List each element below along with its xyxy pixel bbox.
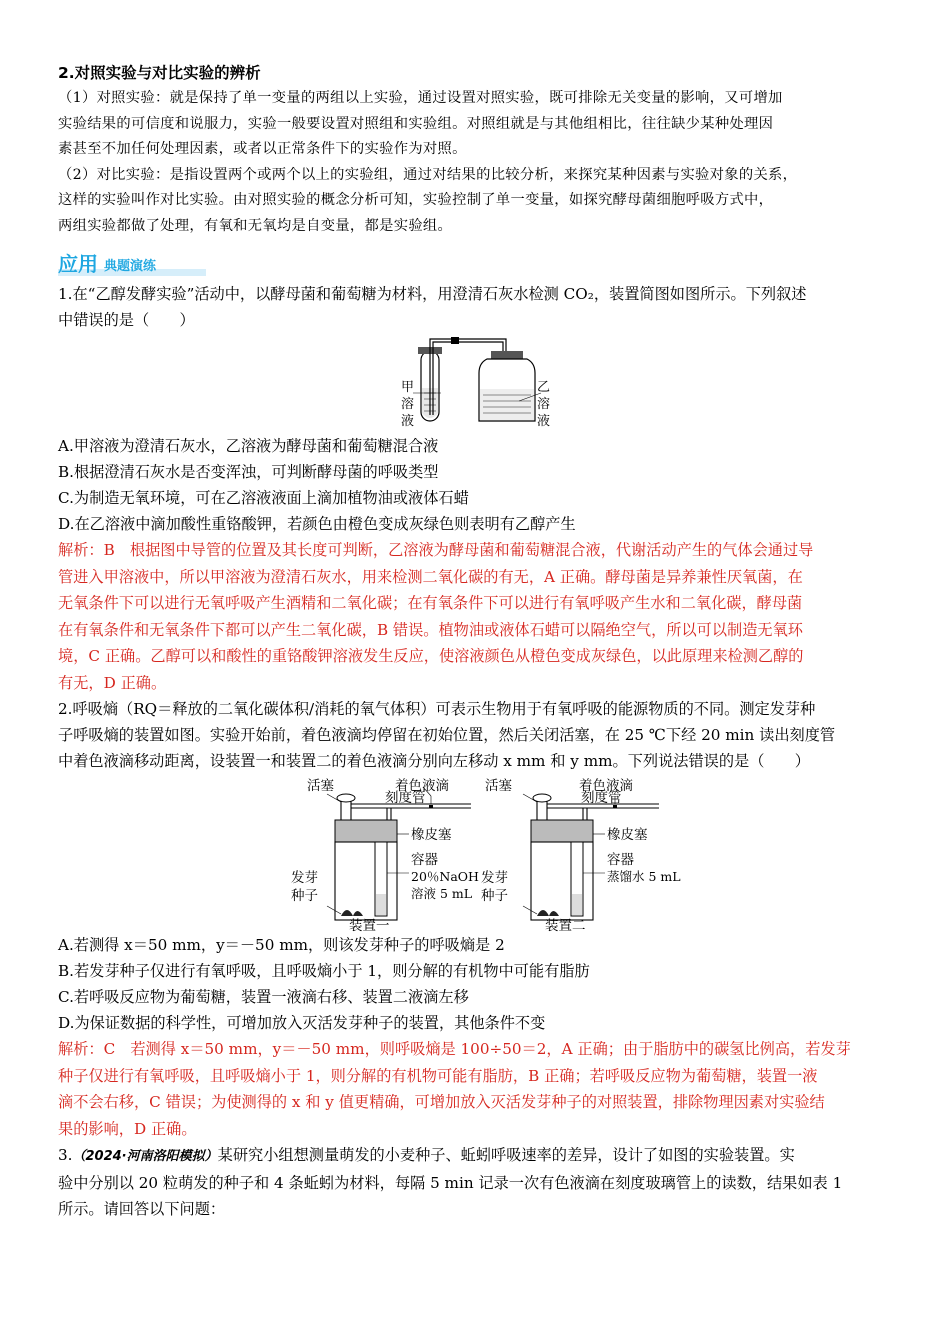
q2-stem-line: 2.呼吸熵（RQ＝释放的二氧化碳体积/消耗的氧气体积）可表示生物用于有氧呼吸的能源物质的不同。测定发芽种 xyxy=(58,700,816,718)
fig2-stopper-label-1: 橡皮塞 xyxy=(411,827,452,843)
q3-stem-line xyxy=(58,1142,894,1170)
section-title-sub: 典题演练 xyxy=(104,259,157,274)
q2-option-d: D.为保证数据的科学性，可增加放入灭活发芽种子的装置，其他条件不变 xyxy=(58,1014,546,1032)
fig2-droplet-label-1: 着色液滴 xyxy=(395,778,449,794)
analysis-line: 有无，D 正确。 xyxy=(58,673,167,692)
analysis-line: 种子仅进行有氧呼吸，且呼吸熵小于 1，则分解的有机物可能有脂肪，B 正确；若呼吸反应物为葡萄糖，装置一液 xyxy=(58,1066,818,1085)
question-2 xyxy=(58,696,894,1142)
fig2-valve-label-2: 活塞 xyxy=(485,778,512,794)
device-one xyxy=(291,777,479,934)
section-title-main: 应用 xyxy=(58,252,98,276)
intro-line: 这样的实验叫作对比实验。由对照实验的概念分析可知，实验控制了单一变量，如探究酵母菌细胞呼吸方式中， xyxy=(58,192,774,208)
q3-stem-line: 验中分别以 20 粒萌发的种子和 4 条蚯蚓为材料，每隔 5 min 记录一次有色液滴在刻度玻璃管上的读数，结果如表 1 xyxy=(58,1174,843,1192)
fig2-seed-label-2b: 种子 xyxy=(481,888,508,904)
fig2-seed-label-1b: 种子 xyxy=(291,888,318,904)
fig2-droplet-label-2: 着色液滴 xyxy=(579,778,633,794)
q2-option-a: A.若测得 x＝50 mm，y＝－50 mm，则该发芽种子的呼吸熵是 2 xyxy=(58,936,505,954)
intro-line: 实验结果的可信度和说服力，实验一般要设置对照组和实验组。对照组就是与其他组相比，往往缺少某种处理因 xyxy=(58,115,774,132)
practice-section-title xyxy=(58,247,894,277)
fig1-jia-label-3: 液 xyxy=(401,414,415,429)
fig2-stopper-label-2: 橡皮塞 xyxy=(607,827,648,843)
fig2-water-label: 蒸馏水 5 mL xyxy=(607,869,681,884)
fig2-naoh-label-1: 20％NaOH xyxy=(411,869,479,884)
analysis-line: 果的影响，D 正确。 xyxy=(58,1119,197,1138)
intro-line: 两组实验都做了处理，有氧和无氧均是自变量，都是实验组。 xyxy=(58,217,453,234)
fig2-valve-label-1: 活塞 xyxy=(307,778,334,794)
q1-stem-line: 1.在“乙醇发酵实验”活动中，以酵母菌和葡萄糖为材料，用澄清石灰水检测 CO₂，装置简图如图所示。下列叙述 xyxy=(58,285,807,303)
q2-analysis xyxy=(58,1036,894,1142)
intro-line: （1）对照实验：就是保持了单一变量的两组以上实验，通过设置对照实验，既可排除无关变量的影响，又可增加 xyxy=(58,90,783,106)
analysis-line: 滴不会右移，C 错误；为使测得的 x 和 y 值更精确，可增加放入灭活发芽种子的对照装置，排除物理因素对实验结 xyxy=(58,1093,825,1111)
question-1 xyxy=(58,281,894,696)
fig2-scale-label-2: 刻度管 xyxy=(581,790,622,806)
fermentation-apparatus-figure xyxy=(401,333,551,433)
q1-option-d: D.在乙溶液中滴加酸性重铬酸钾，若颜色由橙色变成灰绿色则表明有乙醇产生 xyxy=(58,515,576,533)
fig2-scale-label-1: 刻度管 xyxy=(385,790,426,806)
q1-stem-line: 中错误的是（ ） xyxy=(58,311,195,329)
q1-option-b: B.根据澄清石灰水是否变浑浊，可判断酵母菌的呼吸类型 xyxy=(58,463,439,481)
intro-line: （2）对比实验：是指设置两个或两个以上的实验组，通过对结果的比较分析，来探究某种因素与实验对象的关系， xyxy=(58,166,798,183)
analysis-line: 管进入甲溶液中，所以甲溶液为澄清石灰水，用来检测二氧化碳的有无，A 正确。酵母菌是异养兼性厌氧菌，在 xyxy=(58,567,803,586)
analysis-line: 无氧条件下可以进行无氧呼吸产生酒精和二氧化碳；在有氧条件下可以进行有氧呼吸产生水和二氧化碳，酵母菌 xyxy=(58,594,803,612)
fig2-device-two-label: 装置二 xyxy=(545,918,586,934)
fig1-yi-label-3: 液 xyxy=(537,414,551,429)
fig2-seed-label-2a: 发芽 xyxy=(481,870,508,886)
fig2-naoh-label-2: 溶液 5 mL xyxy=(411,886,473,901)
intro-block xyxy=(58,86,894,239)
fig1-yi-label-1: 乙 xyxy=(537,380,551,395)
question-3 xyxy=(58,1142,894,1222)
analysis-line: 境，C 正确。乙醇可以和酸性的重铬酸钾溶液发生反应，使溶液颜色从橙色变成灰绿色，以此原理来检测乙醇的 xyxy=(58,647,804,665)
q1-option-c: C.为制造无氧环境，可在乙溶液液面上滴加植物油或液体石蜡 xyxy=(58,489,469,507)
fig2-container-label-1: 容器 xyxy=(411,852,438,868)
q1-analysis xyxy=(58,537,894,696)
page xyxy=(58,60,894,1222)
q2-option-c: C.若呼吸反应物为葡萄糖，装置一液滴右移、装置二液滴左移 xyxy=(58,988,469,1006)
q2-option-b: B.若发芽种子仅进行有氧呼吸，且呼吸熵小于 1，则分解的有机物中可能有脂肪 xyxy=(58,962,590,980)
analysis-line: 解析：B 根据图中导管的位置及其长度可判断，乙溶液为酵母菌和葡萄糖混合液，代谢活动产生的气体会通过导 xyxy=(58,541,814,559)
fig1-jia-label-1: 甲 xyxy=(401,380,415,395)
fig2-seed-label-1a: 发芽 xyxy=(291,870,318,886)
analysis-line: 在有氧条件和无氧条件下都可以产生二氧化碳，B 错误。植物油或液体石蜡可以隔绝空气，所以可以制造无氧环 xyxy=(58,620,803,639)
q2-stem-line: 子呼吸熵的装置如图。实验开始前，着色液滴均停留在初始位置，然后关闭活塞，在 25 ℃下经 20 min 读出刻度管 xyxy=(58,726,836,744)
q3-stem-line: 所示。请回答以下问题： xyxy=(58,1200,226,1218)
q3-number: 3. xyxy=(58,1146,73,1164)
analysis-line: 解析：C 若测得 x＝50 mm，y＝－50 mm，则呼吸熵是 100÷50＝2，A 正确；由于脂肪中的碳氢比例高，若发芽 xyxy=(58,1040,851,1058)
fig1-jia-label-2: 溶 xyxy=(401,397,415,412)
respiratory-quotient-apparatus-figure xyxy=(291,776,681,934)
fig2-device-one-label: 装置一 xyxy=(349,918,390,934)
fig2-container-label-2: 容器 xyxy=(607,852,634,868)
fig1-yi-label-2: 溶 xyxy=(537,397,551,412)
q3-stem-first: 某研究小组想测量萌发的小麦种子、蚯蚓呼吸速率的差异，设计了如图的实验装置。实 xyxy=(217,1146,795,1164)
intro-line: 素甚至不加任何处理因素，或者以正常条件下的实验作为对照。 xyxy=(58,141,467,157)
q2-stem-line: 中着色液滴移动距离，设装置一和装置二的着色液滴分别向左移动 x mm 和 y mm。下列说法错误的是（ ） xyxy=(58,752,810,770)
section-heading: 2.对照实验与对比实验的辨析 xyxy=(58,64,261,82)
device-two xyxy=(481,777,681,934)
q1-option-a: A.甲溶液为澄清石灰水，乙溶液为酵母菌和葡萄糖混合液 xyxy=(58,437,439,455)
q3-source: （2024·河南洛阳模拟） xyxy=(72,1149,218,1164)
